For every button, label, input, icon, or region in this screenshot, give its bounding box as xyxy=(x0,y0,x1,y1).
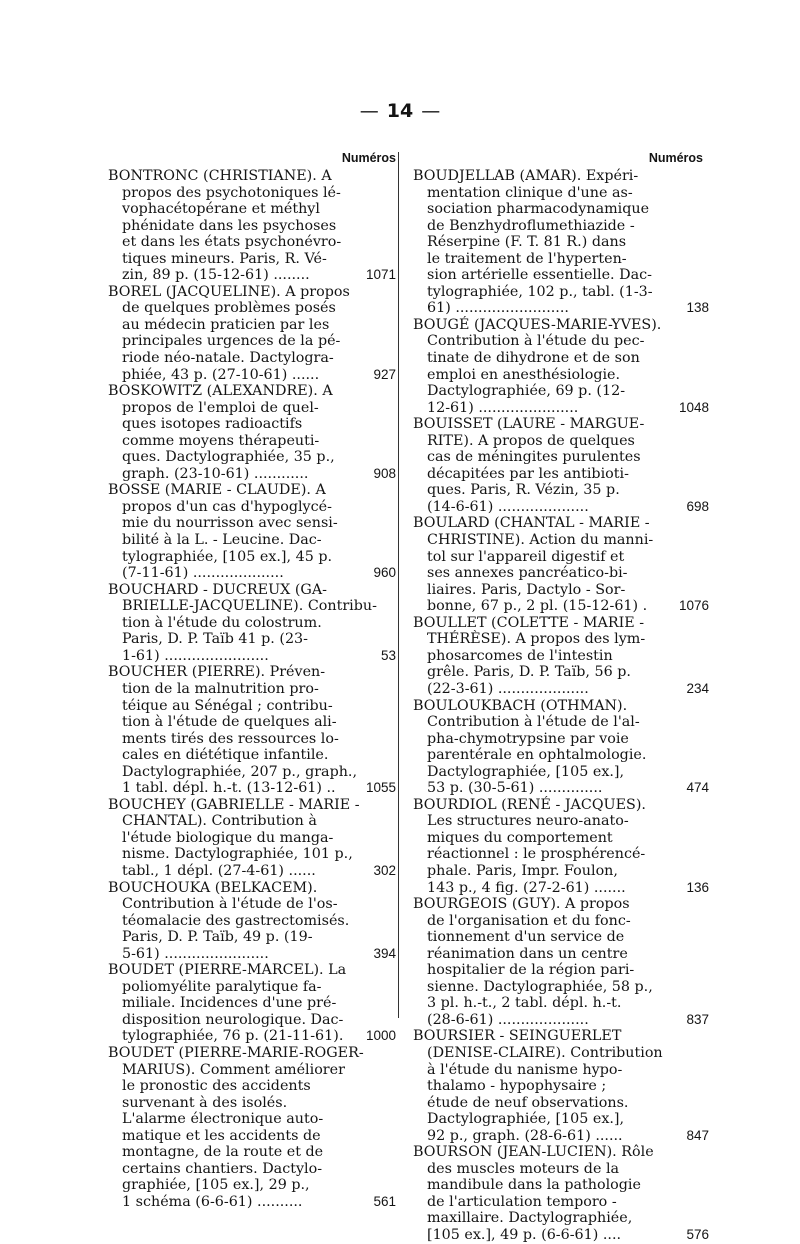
entry-text-line: disposition neurologique. Dac- xyxy=(122,1011,344,1028)
left-column xyxy=(108,148,396,1210)
entry-text-line: tion de la malnutrition pro- xyxy=(122,680,319,697)
entry-text-line: parentérale en ophtalmologie. xyxy=(427,747,647,764)
entry-text-line: L'alarme électronique auto- xyxy=(122,1111,324,1128)
entry-text-line: riode néo-natale. Dactylogra- xyxy=(122,350,334,367)
entry-text-line: matique et les accidents de xyxy=(122,1127,321,1144)
entry-text-line: l'étude biologique du manga- xyxy=(122,829,334,846)
bibliography-entry xyxy=(108,582,396,665)
entry-author-line: BOURDIOL (RENÉ - JACQUES). xyxy=(413,796,646,813)
entry-text-line: phiée, 43 p. (27-10-61) ...... xyxy=(122,366,320,383)
page-number xyxy=(0,100,800,122)
entry-author-line: BOURSIER - SEINGUERLET xyxy=(413,1028,622,1045)
entry-number: 847 xyxy=(686,1127,709,1143)
entry-text-line: comme moyens thérapeuti- xyxy=(122,432,320,449)
bibliography-entry xyxy=(108,664,396,796)
entry-text-line: sion artérielle essentielle. Dac- xyxy=(427,267,652,284)
entry-text-line: zin, 89 p. (15-12-61) ........ xyxy=(122,267,310,284)
entry-text-line: (14-6-61) .................... xyxy=(427,498,589,515)
entry-text-line: Paris, D. P. Taïb 41 p. (23- xyxy=(122,631,308,648)
entry-text-line: CHRISTINE). Action du manni- xyxy=(427,532,654,549)
entry-text-line: vophacétopérane et méthyl xyxy=(122,201,320,218)
entry-text-line: emploi en anesthésiologie. xyxy=(427,366,621,383)
bibliography-entry xyxy=(413,796,709,896)
entry-text-line: Les structures neuro-anato- xyxy=(427,813,629,830)
entry-text-line: étude de neuf observations. xyxy=(427,1094,629,1111)
entry-text-line: 12-61) ...................... xyxy=(427,399,579,416)
entry-text-line: 61) ......................... xyxy=(427,300,569,317)
entry-text-line: de l'articulation temporo - xyxy=(427,1193,617,1210)
entry-text-line: 143 p., 4 fig. (27-2-61) ....... xyxy=(427,879,626,896)
entry-text-line: et dans les états psychonévro- xyxy=(122,234,342,251)
entry-text-line: ques isotopes radioactifs xyxy=(122,416,303,433)
entry-author-line: BONTRONC (CHRISTIANE). A xyxy=(108,168,332,184)
bibliography-entry xyxy=(413,515,709,615)
entry-text-line: Dactylographiée, [105 ex.], xyxy=(427,1111,625,1128)
entry-number: 837 xyxy=(686,1011,709,1027)
entry-text-line: téomalacie des gastrectomisés. xyxy=(122,912,350,929)
entry-text-line: 1-61) ....................... xyxy=(122,647,269,664)
entry-text-line: décapitées par les antibioti- xyxy=(427,465,629,482)
page-number-dash-right: — xyxy=(421,100,441,122)
entry-text-line: 92 p., graph. (28-6-61) ...... xyxy=(427,1127,623,1144)
entry-text-line: grêle. Paris, D. P. Taïb, 56 p. xyxy=(427,664,631,681)
entry-text-line: tylographiée, 76 p. (21-11-61). xyxy=(122,1028,344,1045)
entry-text-line: principales urgences de la pé- xyxy=(122,333,341,350)
entry-text-line: ses annexes pancréatico-bi- xyxy=(427,565,628,582)
entry-text-line: sienne. Dactylographiée, 58 p., xyxy=(427,978,653,995)
entry-text-line: de l'organisation et du fonc- xyxy=(427,912,631,929)
entry-author-line: BOUDET (PIERRE-MARIE-ROGER- xyxy=(108,1044,364,1061)
entry-text-line: 1 tabl. dépl. h.-t. (13-12-61) .. xyxy=(122,780,336,797)
bibliography-entry xyxy=(108,1045,396,1210)
entry-text-line: cas de méningites purulentes xyxy=(427,449,641,466)
bibliography-entry xyxy=(108,383,396,482)
entry-text-line: tiques mineurs. Paris, R. Vé- xyxy=(122,250,327,267)
entry-author-line: BOULOUKBACH (OTHMAN). xyxy=(413,697,628,714)
entry-author-line: BOULLET (COLETTE - MARIE - xyxy=(413,614,645,631)
bibliography-entry xyxy=(413,896,709,1028)
entry-text-line: tion à l'étude de quelques ali- xyxy=(122,714,337,731)
entry-number: 138 xyxy=(686,300,709,316)
left-column-header: Numéros xyxy=(341,151,396,165)
bibliography-entry xyxy=(413,168,709,317)
entry-number: 1048 xyxy=(678,399,709,415)
entry-text-line: réanimation dans un centre xyxy=(427,945,628,962)
entry-author-line: BOUGÉ (JACQUES-MARIE-YVES). xyxy=(413,316,662,333)
entry-text-line: bilité à la L. - Leucine. Dac- xyxy=(122,532,322,549)
entry-text-line: certains chantiers. Dactylo- xyxy=(122,1160,323,1177)
entry-number: 908 xyxy=(373,465,396,481)
entry-author-line: BOULARD (CHANTAL - MARIE - xyxy=(413,515,650,532)
entry-author-line: BOURSON (JEAN-LUCIEN). Rôle xyxy=(413,1144,654,1161)
entry-number: 1076 xyxy=(678,598,709,614)
entry-text-line: thalamo - hypophysaire ; xyxy=(427,1078,607,1095)
left-entries xyxy=(108,168,396,1210)
right-entries xyxy=(413,168,709,1244)
entry-text-line: Réserpine (F. T. 81 R.) dans xyxy=(427,234,627,251)
page-number-value: 14 xyxy=(386,100,414,122)
entry-number: 576 xyxy=(686,1227,709,1242)
entry-text-line: nisme. Dactylographiée, 101 p., xyxy=(122,846,353,863)
entry-number: 960 xyxy=(373,565,396,581)
entry-text-line: (22-3-61) .................... xyxy=(427,680,589,697)
entry-text-line: phénidate dans les psychoses xyxy=(122,217,337,234)
entry-text-line: Paris, D. P. Taïb, 49 p. (19- xyxy=(122,929,313,946)
entry-text-line: ques. Dactylographiée, 35 p., xyxy=(122,449,335,466)
bibliography-entry xyxy=(108,797,396,880)
entry-text-line: tionnement d'un service de xyxy=(427,929,625,946)
entry-text-line: (DENISE-CLAIRE). Contribution xyxy=(427,1044,663,1061)
entry-text-line: Contribution à l'étude du pec- xyxy=(427,333,645,350)
bibliography-entry xyxy=(108,284,396,383)
entry-text-line: miques du comportement xyxy=(427,829,613,846)
entry-number: 927 xyxy=(373,366,396,382)
bibliography-entry xyxy=(108,168,396,284)
page-number-dash-left: — xyxy=(359,100,379,122)
entry-author-line: BOREL (JACQUELINE). A propos xyxy=(108,283,350,300)
entry-text-line: graph. (23-10-61) ............ xyxy=(122,465,309,482)
entry-author-line: BOUCHER (PIERRE). Préven- xyxy=(108,664,326,681)
entry-text-line: CHANTAL). Contribution à xyxy=(122,813,317,830)
entry-number: 1055 xyxy=(365,780,396,796)
entry-text-line: cales en diététique infantile. xyxy=(122,747,329,764)
entry-text-line: [105 ex.], 49 p. (6-6-61) .... xyxy=(427,1227,622,1243)
entry-text-line: mentation clinique d'une as- xyxy=(427,184,633,201)
entry-text-line: Dactylographiée, [105 ex.], xyxy=(427,763,625,780)
entry-text-line: Contribution à l'étude de l'os- xyxy=(122,896,338,913)
entry-number: 1000 xyxy=(365,1028,396,1044)
entry-text-line: mie du nourrisson avec sensi- xyxy=(122,515,338,532)
bibliography-entry xyxy=(413,614,709,698)
entry-text-line: liaires. Paris, Dactylo - Sor- xyxy=(427,581,626,598)
entry-author-line: BOURGEOIS (GUY). A propos xyxy=(413,896,630,913)
entry-text-line: hospitalier de la région pari- xyxy=(427,962,635,979)
entry-text-line: sociation pharmacodynamique xyxy=(427,201,650,218)
entry-author-line: BOUDET (PIERRE-MARCEL). La xyxy=(108,962,347,979)
entry-text-line: THÉRÈSE). A propos des lym- xyxy=(427,631,646,648)
entry-text-line: MARIUS). Comment améliorer xyxy=(122,1061,345,1078)
entry-number: 302 xyxy=(373,862,396,878)
entry-number: 1071 xyxy=(365,267,396,283)
entry-text-line: le pronostic des accidents xyxy=(122,1078,311,1095)
entry-text-line: propos d'un cas d'hypoglycé- xyxy=(122,498,332,515)
bibliography-entry xyxy=(413,416,709,515)
entry-text-line: ments tirés des ressources lo- xyxy=(122,730,339,747)
entry-text-line: tion à l'étude du colostrum. xyxy=(122,614,322,631)
column-divider xyxy=(398,152,399,1018)
entry-text-line: 3 pl. h.-t., 2 tabl. dépl. h.-t. xyxy=(427,995,622,1012)
entry-text-line: de Benzhydroflumethiazide - xyxy=(427,217,635,234)
entry-text-line: tol sur l'appareil digestif et xyxy=(427,548,625,565)
entry-text-line: 1 schéma (6-6-61) .......... xyxy=(122,1193,303,1210)
entry-text-line: BRIELLE-JACQUELINE). Contribu- xyxy=(122,598,377,615)
bibliography-entry xyxy=(108,880,396,963)
entry-text-line: 5-61) ....................... xyxy=(122,945,269,962)
entry-text-line: téique au Sénégal ; contribu- xyxy=(122,697,333,714)
entry-text-line: miliale. Incidences d'une pré- xyxy=(122,995,337,1012)
entry-text-line: Contribution à l'étude de l'al- xyxy=(427,714,640,731)
entry-number: 474 xyxy=(686,780,709,796)
bibliography-entry xyxy=(413,697,709,797)
entry-number: 234 xyxy=(686,680,709,696)
entry-author-line: BOSSE (MARIE - CLAUDE). A xyxy=(108,482,326,499)
entry-text-line: des muscles moteurs de la xyxy=(427,1160,620,1177)
entry-number: 394 xyxy=(373,945,396,961)
entry-text-line: propos des psychotoniques lé- xyxy=(122,184,341,201)
entry-text-line: 53 p. (30-5-61) .............. xyxy=(427,780,603,797)
right-column xyxy=(413,148,709,1244)
entry-text-line: tylographiée, 102 p., tabl. (1-3- xyxy=(427,283,653,300)
entry-number: 698 xyxy=(686,498,709,514)
entry-author-line: BOUCHEY (GABRIELLE - MARIE - xyxy=(108,796,360,813)
entry-text-line: RITE). A propos de quelques xyxy=(427,432,635,449)
entry-number: 53 xyxy=(380,647,396,663)
bibliography-entry xyxy=(108,962,396,1045)
entry-text-line: ques. Paris, R. Vézin, 35 p. xyxy=(427,482,620,499)
entry-text-line: bonne, 67 p., 2 pl. (15-12-61) . xyxy=(427,598,648,615)
entry-text-line: maxillaire. Dactylographiée, xyxy=(427,1210,633,1227)
entry-text-line: phale. Paris, Impr. Foulon, xyxy=(427,862,618,879)
entry-number: 136 xyxy=(686,879,709,895)
entry-author-line: BOUCHOUKA (BELKACEM). xyxy=(108,879,318,896)
entry-text-line: tabl., 1 dépl. (27-4-61) ...... xyxy=(122,862,316,879)
entry-text-line: phosarcomes de l'intestin xyxy=(427,647,613,664)
entry-text-line: réactionnel : le prosphérencé- xyxy=(427,846,646,863)
entry-text-line: poliomyélite paralytique fa- xyxy=(122,978,322,995)
entry-text-line: pha-chymotrypsine par voie xyxy=(427,730,629,747)
entry-text-line: propos de l'emploi de quel- xyxy=(122,399,319,416)
entry-text-line: au médecin praticien par les xyxy=(122,316,330,333)
entry-text-line: graphiée, [105 ex.], 29 p., xyxy=(122,1177,310,1194)
entry-author-line: BOUISSET (LAURE - MARGUE- xyxy=(413,416,645,433)
entry-text-line: le traitement de l'hyperten- xyxy=(427,250,627,267)
entry-text-line: (7-11-61) .................... xyxy=(122,565,284,582)
bibliography-entry xyxy=(413,316,709,416)
entry-number: 561 xyxy=(373,1193,396,1209)
entry-text-line: survenant à des isolés. xyxy=(122,1094,288,1111)
bibliography-entry xyxy=(413,1028,709,1144)
right-column-header: Numéros xyxy=(648,151,703,165)
entry-text-line: mandibule dans la pathologie xyxy=(427,1177,641,1194)
entry-text-line: montagne, de la route et de xyxy=(122,1144,324,1161)
entry-text-line: (28-6-61) .................... xyxy=(427,1011,589,1028)
entry-text-line: de quelques problèmes posés xyxy=(122,300,336,317)
bibliography-entry xyxy=(108,482,396,581)
bibliography-entry xyxy=(413,1144,709,1243)
entry-text-line: Dactylographiée, 207 p., graph., xyxy=(122,763,358,780)
entry-author-line: BOUDJELLAB (AMAR). Expéri- xyxy=(413,168,639,184)
entry-author-line: BOSKOWITZ (ALEXANDRE). A xyxy=(108,383,333,400)
entry-author-line: BOUCHARD - DUCREUX (GA- xyxy=(108,581,327,598)
entry-text-line: Dactylographiée, 69 p. (12- xyxy=(427,383,626,400)
entry-text-line: à l'étude du nanisme hypo- xyxy=(427,1061,623,1078)
entry-text-line: tylographiée, [105 ex.], 45 p. xyxy=(122,548,333,565)
entry-text-line: tinate de dihydrone et de son xyxy=(427,350,640,367)
